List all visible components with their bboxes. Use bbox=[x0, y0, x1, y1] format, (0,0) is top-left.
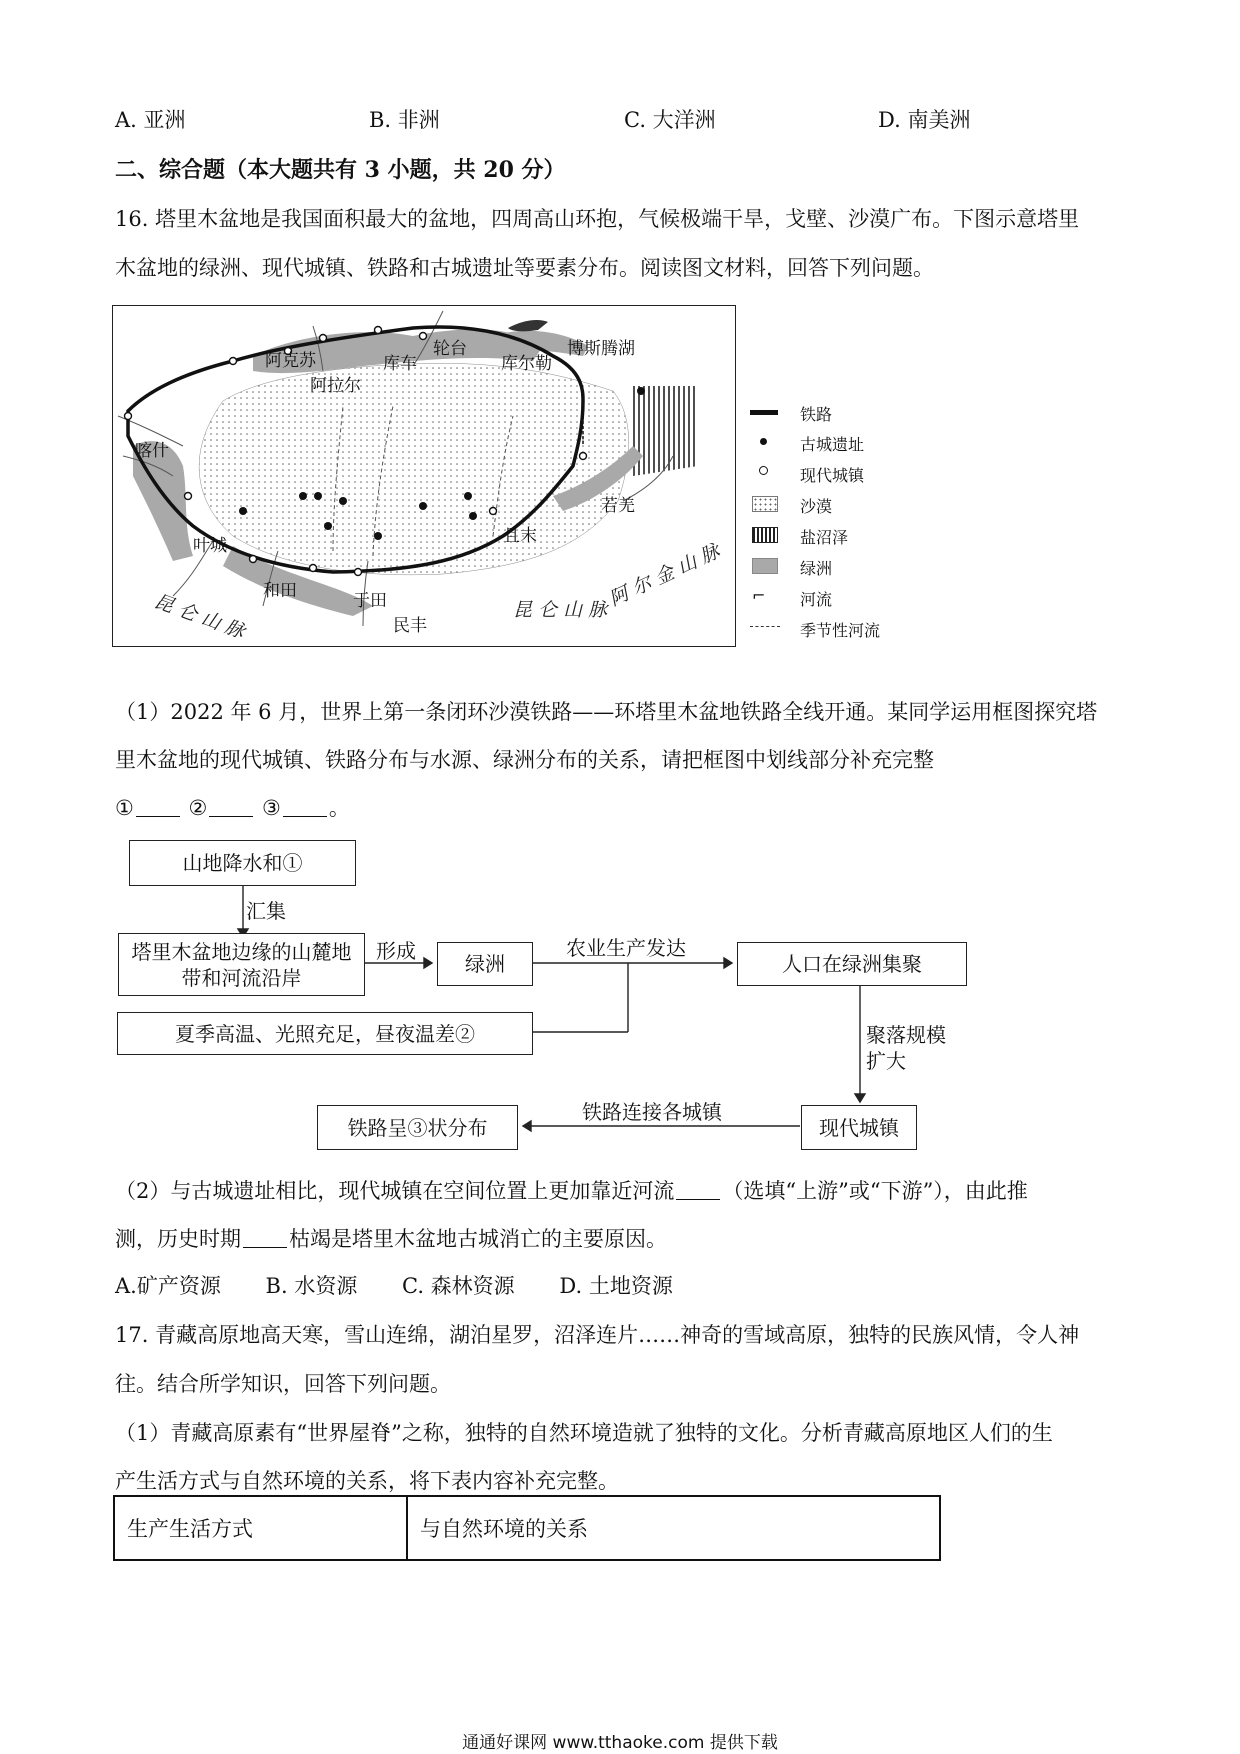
sub2-option-c: C. 森林资源 bbox=[402, 1274, 515, 1298]
flow-box-precip: 山地降水和① bbox=[129, 840, 356, 886]
flow-box-population: 人口在绿洲集聚 bbox=[737, 942, 967, 986]
label-kunlun-east: 昆 仑 山 脉 bbox=[513, 599, 608, 621]
label-korla: 库尔勒 bbox=[501, 354, 552, 374]
q16-sub2-2 bbox=[115, 1224, 667, 1254]
sub2-option-a: A.矿产资源 bbox=[115, 1274, 221, 1298]
q17-stem-2: 往。结合所学知识，回答下列问题。 bbox=[115, 1372, 451, 1396]
flow-label-form: 形成 bbox=[376, 939, 416, 963]
table-row bbox=[114, 1496, 940, 1560]
q16-options bbox=[115, 1271, 673, 1301]
label-kashgar: 喀什 bbox=[135, 441, 169, 461]
option-d: D. 南美洲 bbox=[878, 108, 971, 132]
flow-label-settle: 聚落规模扩大 bbox=[866, 1023, 946, 1073]
label-altun: 阿 尔 金 山 脉 bbox=[605, 540, 724, 611]
blank-end: 。 bbox=[328, 796, 350, 820]
legend-river-symbol: ⌐ bbox=[752, 586, 766, 605]
blank-5[interactable] bbox=[243, 1227, 287, 1248]
label-aksu: 阿克苏 bbox=[265, 351, 316, 371]
sub2-text-d: 枯竭是塔里木盆地古城消亡的主要原因。 bbox=[289, 1227, 667, 1251]
label-yecheng: 叶城 bbox=[193, 536, 227, 556]
q17-sub1-2: 产生活方式与自然环境的关系，将下表内容补充完整。 bbox=[115, 1469, 619, 1493]
label-ruoqiang: 若羌 bbox=[601, 496, 635, 516]
blank-4[interactable] bbox=[676, 1179, 720, 1200]
flow-label-agri: 农业生产发达 bbox=[566, 936, 686, 960]
option-c: C. 大洋洲 bbox=[624, 108, 716, 132]
option-a: A. 亚洲 bbox=[115, 108, 186, 132]
label-bosten-lake: 博斯腾湖 bbox=[567, 339, 635, 359]
label-hotan: 和田 bbox=[263, 581, 297, 601]
legend-ancient: 古城遗址 bbox=[800, 435, 865, 454]
legend-river: 河流 bbox=[800, 590, 833, 609]
label-yutian: 于田 bbox=[353, 591, 387, 611]
option-b: B. 非洲 bbox=[369, 108, 440, 132]
table-header-lifestyle: 生产生活方式 bbox=[114, 1496, 407, 1560]
legend-oasis: 绿洲 bbox=[800, 559, 833, 578]
sub2-option-b: B. 水资源 bbox=[265, 1274, 358, 1298]
sub2-text-c: 测，历史时期 bbox=[115, 1227, 241, 1251]
flow-label-gather: 汇集 bbox=[246, 899, 286, 923]
blank-label-2: ② bbox=[188, 796, 208, 820]
blank-label-1: ① bbox=[115, 796, 134, 820]
q16-sub1-1: （1）2022 年 6 月，世界上第一条闭环沙漠铁路——环塔里木盆地铁路全线开通。某同学运用框图探究塔 bbox=[115, 700, 1098, 724]
label-kuqa: 库车 bbox=[383, 354, 417, 374]
q16-stem-2: 木盆地的绿洲、现代城镇、铁路和古城遗址等要素分布。阅读图文材料，回答下列问题。 bbox=[115, 256, 934, 280]
label-aral: 阿拉尔 bbox=[310, 376, 361, 396]
flow-label-rail: 铁路连接各城镇 bbox=[582, 1100, 722, 1124]
label-luntai: 轮台 bbox=[433, 339, 467, 359]
sub2-option-d: D. 土地资源 bbox=[559, 1274, 673, 1298]
table-header-relation: 与自然环境的关系 bbox=[407, 1496, 940, 1560]
flow-box-oasis: 绿洲 bbox=[437, 942, 533, 986]
flow-box-town: 现代城镇 bbox=[801, 1105, 917, 1150]
q17-sub1-1: （1）青藏高原素有“世界屋脊”之称，独特的自然环境造就了独特的文化。分析青藏高原地区人们的生 bbox=[115, 1421, 1053, 1445]
label-qiemo: 且末 bbox=[503, 526, 537, 546]
q17-stem-1: 17. 青藏高原地高天寒，雪山连绵，湖泊星罗，沼泽连片……神奇的雪域高原，独特的民族风情，令人神 bbox=[115, 1323, 1080, 1347]
label-kunlun-west: 昆 仑 山 脉 bbox=[151, 590, 248, 643]
sub2-text-b: （选填“上游”或“下游”），由此推 bbox=[722, 1179, 1028, 1203]
section-title: 二、综合题（本大题共有 3 小题，共 20 分） bbox=[115, 157, 566, 183]
sub2-text-a: （2）与古城遗址相比，现代城镇在空间位置上更加靠近河流 bbox=[115, 1179, 675, 1203]
legend-desert: 沙漠 bbox=[800, 497, 833, 516]
q17-table bbox=[113, 1495, 941, 1561]
flow-box-piedmont: 塔里木盆地边缘的山麓地带和河流沿岸 bbox=[118, 933, 365, 996]
legend-salt: 盐沼泽 bbox=[800, 528, 849, 547]
legend-seasonal: 季节性河流 bbox=[800, 621, 881, 640]
footer-credit: 通通好课网 www.tthaoke.com 提供下载 bbox=[462, 1733, 778, 1753]
q16-sub2-1 bbox=[115, 1176, 1028, 1206]
flow-box-climate: 夏季高温、光照充足，昼夜温差② bbox=[117, 1012, 533, 1055]
q16-stem-1: 16. 塔里木盆地是我国面积最大的盆地，四周高山环抱，气候极端干旱，戈壁、沙漠广布。下图示意塔里 bbox=[115, 207, 1080, 231]
legend-rail: 铁路 bbox=[800, 405, 833, 424]
flow-box-rail: 铁路呈③状分布 bbox=[317, 1105, 518, 1150]
legend-town: 现代城镇 bbox=[800, 466, 865, 485]
blank-label-3: ③ bbox=[262, 796, 281, 820]
label-minfeng: 民丰 bbox=[393, 616, 427, 636]
q16-sub1-2: 里木盆地的现代城镇、铁路分布与水源、绿洲分布的关系，请把框图中划线部分补充完整 bbox=[115, 748, 934, 772]
